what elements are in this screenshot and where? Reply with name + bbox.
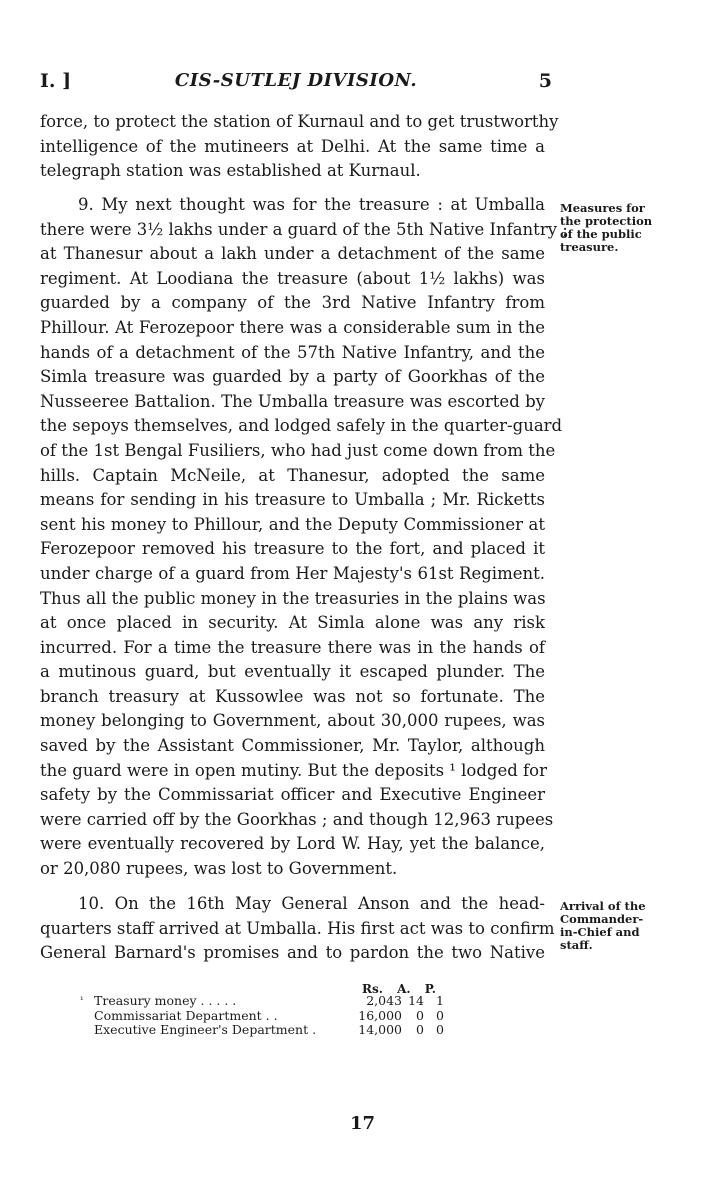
continuation-paragraph <box>40 110 559 184</box>
text-line: means for sending in his treasure to Umballa ; Mr. Ricketts <box>40 490 545 510</box>
footnote-row <box>80 1009 460 1024</box>
chapter-marker: I. ] <box>40 70 72 92</box>
text-line: quarters staff arrived at Umballa. His first act was to confirm <box>40 918 555 938</box>
text-line: guarded by a company of the 3rd Native Infantry from <box>40 293 545 313</box>
text-line: saved by the Assistant Commissioner, Mr. Taylor, although <box>40 736 545 756</box>
text-line: force, to protect the station of Kurnaul and to get trustworthy <box>40 112 559 131</box>
footnote-pice: 0 <box>436 1007 444 1023</box>
text-line: Nusseeree Battalion. The Umballa treasure was escorted by <box>40 391 545 411</box>
footnote-row <box>80 1023 460 1038</box>
margin-note-line: Commander- <box>560 912 644 926</box>
footnote-pice: 0 <box>436 1022 444 1037</box>
footnote-label: Treasury money . . . . . <box>94 993 237 1008</box>
running-title: CIS-SUTLEJ DIVISION. <box>174 70 418 91</box>
margin-note-line: Measures for <box>560 201 645 215</box>
text-line: the sepoys themselves, and lodged safely in the quarter-guard <box>40 416 563 436</box>
text-line: branch treasury at Kussowlee was not so fortunate. The <box>40 686 545 706</box>
margin-note-line: Arrival of the <box>560 899 646 913</box>
margin-note-line: staff. <box>560 938 593 952</box>
margin-note-treasure <box>560 202 660 254</box>
text-line: incurred. For a time the treasure there was in the hands of <box>40 637 545 657</box>
footnote-label: Commissariat Department . . <box>94 1007 278 1023</box>
text-line: 10. On the 16th May General Anson and the head- <box>78 894 545 913</box>
text-line: of the 1st Bengal Fusiliers, who had just come down from the <box>40 440 556 460</box>
text-line: there were 3½ lakhs under a guard of the 5th Native Infantry ; <box>40 219 568 239</box>
header-page-number: 5 <box>538 70 552 92</box>
margin-note-line: treasure. <box>560 240 619 254</box>
text-line: were eventually recovered by Lord W. Hay, yet the balance, <box>40 834 545 854</box>
text-line: or 20,080 rupees, was lost to Government. <box>40 859 398 879</box>
text-line: General Barnard's promises and to pardon the two Native <box>40 943 545 963</box>
page-number: 17 <box>349 1113 376 1134</box>
margin-note-line: the protection <box>560 214 653 228</box>
paragraph-9 <box>40 193 568 882</box>
footnote-mark <box>80 1009 94 1024</box>
footnote-mark <box>80 1023 94 1038</box>
text-line: at Thanesur about a lakh under a detachment of the same <box>40 244 545 264</box>
text-line: safety by the Commissariat officer and Executive Engineer <box>40 785 545 805</box>
footnote-column-headers: Rs. A. P. <box>362 982 436 996</box>
text-line: 9. My next thought was for the treasure : at Umballa <box>78 195 545 214</box>
text-line: a mutinous guard, but eventually it escaped plunder. The <box>40 662 545 682</box>
text-line: were carried off by the Goorkhas ; and though 12,963 rupees <box>40 809 554 829</box>
footnote-label: Executive Engineer's Department . <box>94 1022 317 1037</box>
text-line: Thus all the public money in the treasuries in the plains was <box>40 588 546 608</box>
footnote-annas: 0 <box>416 1022 424 1037</box>
page-header <box>40 70 552 100</box>
footnote-mark: ¹ <box>80 996 84 1006</box>
footnote-pice: 1 <box>436 993 444 1008</box>
text-line: sent his money to Phillour, and the Deputy Commissioner at <box>40 514 545 534</box>
text-line: Ferozepoor removed his treasure to the fort, and placed it <box>40 539 545 559</box>
footnote-rupees: 2,043 <box>366 993 402 1008</box>
paragraph-10 <box>40 892 555 966</box>
margin-note-line: of the public <box>560 227 642 241</box>
margin-note-line: in-Chief and <box>560 925 640 939</box>
text-line: hands of a detachment of the 57th Native Infantry, and the <box>40 342 545 362</box>
margin-note-arrival <box>560 900 660 952</box>
text-line: at once placed in security. At Simla alone was any risk <box>40 613 545 633</box>
footnote-rupees: 14,000 <box>358 1022 402 1037</box>
footnote-rupees: 16,000 <box>358 1007 402 1023</box>
text-line: money belonging to Government, about 30,000 rupees, was <box>40 711 545 731</box>
footnote <box>80 994 460 1038</box>
footnote-row <box>80 994 460 1009</box>
footnote-annas: 0 <box>416 1007 424 1023</box>
text-line: regiment. At Loodiana the treasure (about 1½ lakhs) was <box>40 268 545 288</box>
text-line: hills. Captain McNeile, at Thanesur, adopted the same <box>40 465 545 485</box>
text-line: intelligence of the mutineers at Delhi. At the same time a <box>40 136 545 156</box>
text-line: under charge of a guard from Her Majesty's 61st Regiment. <box>40 563 545 583</box>
text-line: Phillour. At Ferozepoor there was a considerable sum in the <box>40 317 545 337</box>
text-line: the guard were in open mutiny. But the deposits ¹ lodged for <box>40 760 547 780</box>
text-line: Simla treasure was guarded by a party of Goorkhas of the <box>40 367 545 387</box>
footnote-annas: 14 <box>408 993 424 1008</box>
text-line: telegraph station was established at Kurnaul. <box>40 161 421 181</box>
